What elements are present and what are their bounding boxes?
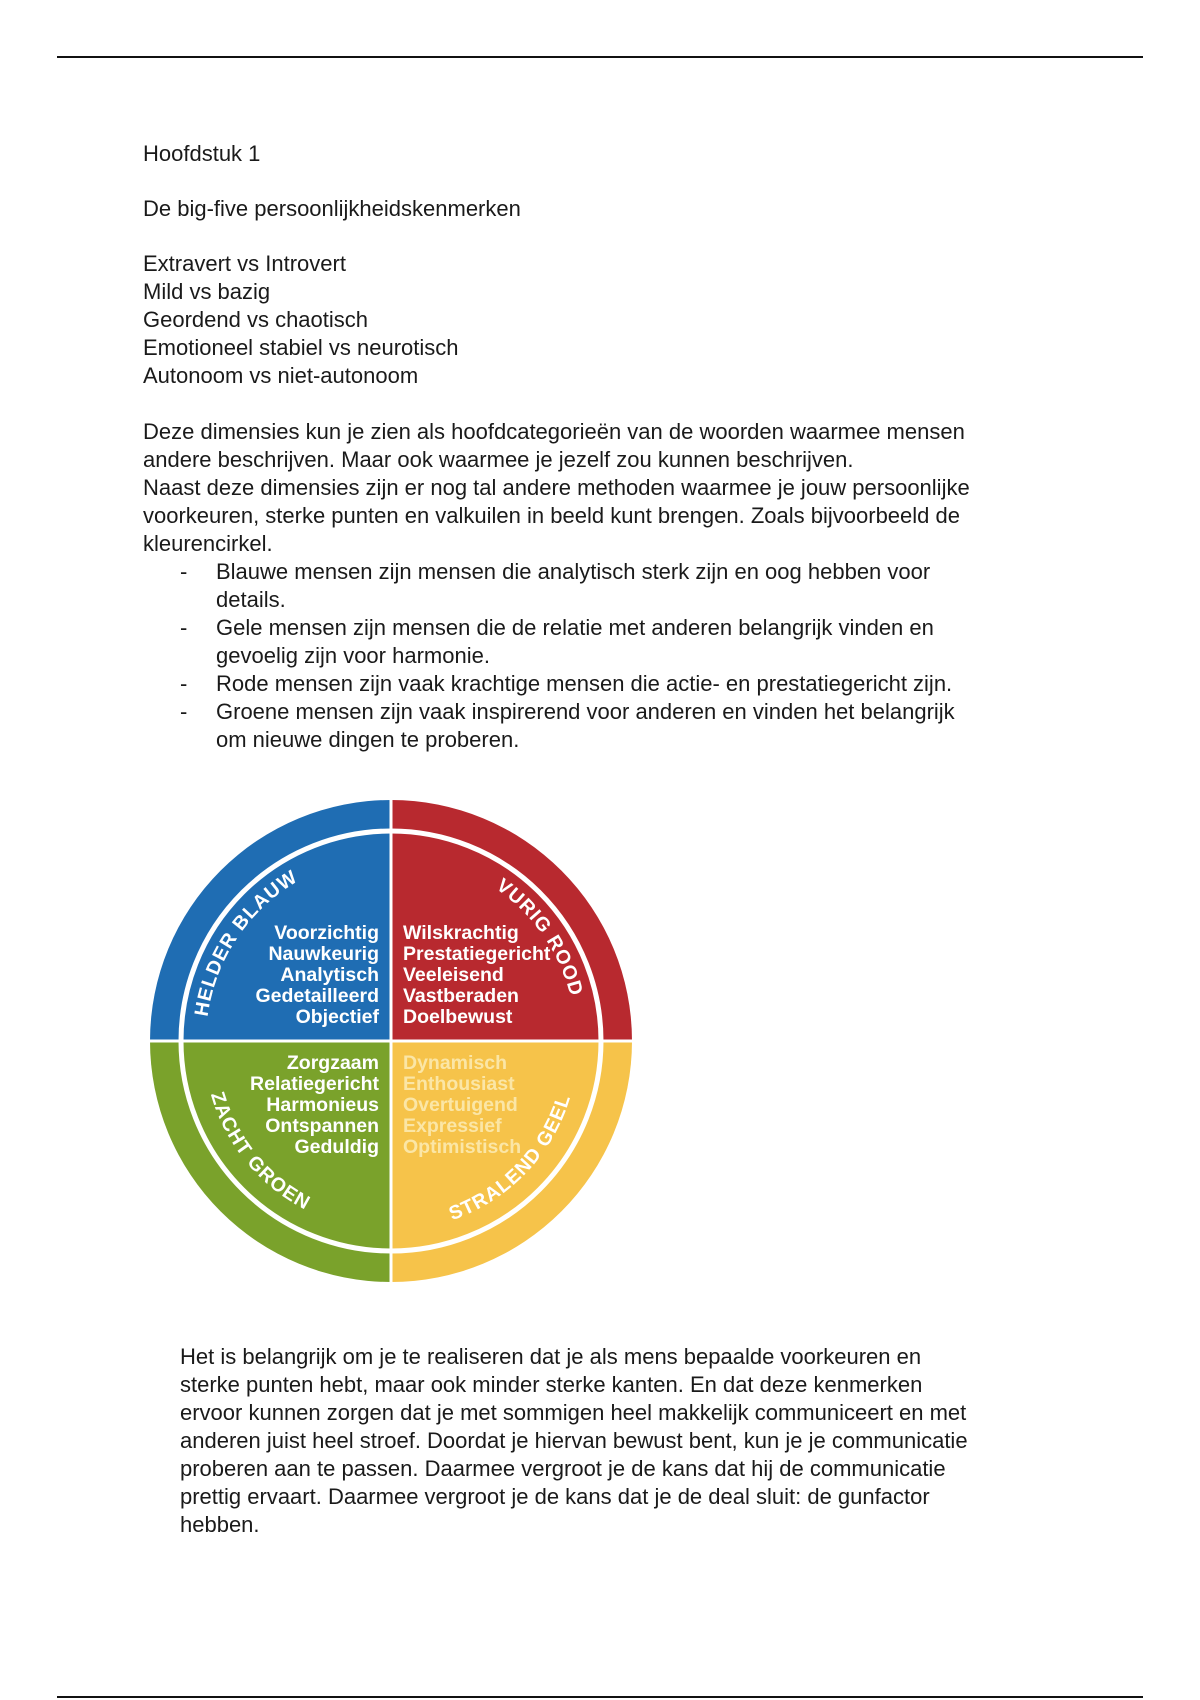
bullet-dash: -	[180, 615, 188, 640]
list-item-line: gevoelig zijn voor harmonie.	[216, 643, 490, 668]
list-item-line: Gele mensen zijn mensen die de relatie met anderen belangrijk vinden en	[216, 615, 934, 640]
paragraph-line: proberen aan te passen. Daarmee vergroot je de kans dat hij de communicatie	[180, 1456, 946, 1481]
wheel-word: Objectief	[295, 1006, 379, 1028]
trait-line: Geordend vs chaotisch	[143, 307, 369, 332]
wheel-word: Vastberaden	[403, 985, 519, 1007]
list-item-line: Blauwe mensen zijn mensen die analytisch sterk zijn en oog hebben voor	[216, 559, 931, 584]
paragraph-line: sterke punten hebt, maar ook minder sterke kanten. En dat deze kenmerken	[180, 1372, 923, 1397]
paragraph-line: prettig ervaart. Daarmee vergroot je de kans dat je de deal sluit: de gunfactor	[180, 1484, 930, 1509]
ring-label-yellow: STRALEND GEEL	[445, 1091, 576, 1226]
bullet-dash: -	[180, 699, 188, 724]
paragraph-line: voorkeuren, sterke punten en valkuilen in beeld kunt brengen. Zoals bijvoorbeeld de	[143, 503, 960, 528]
wheel-word: Doelbewust	[403, 1006, 513, 1028]
bottom-rule	[57, 1696, 1143, 1698]
paragraph-line: kleurencirkel.	[143, 531, 273, 556]
wheel-word: Ontspannen	[265, 1115, 379, 1137]
wheel-word: Voorzichtig	[274, 922, 379, 944]
wheel-word: Veeleisend	[403, 964, 504, 986]
list-item-line: details.	[216, 587, 286, 612]
wheel-word: Overtuigend	[403, 1094, 518, 1116]
list-item	[143, 558, 1063, 614]
trait-line: Extravert vs Introvert	[143, 251, 346, 276]
document-body	[143, 140, 1063, 754]
wheel-word: Relatiegericht	[250, 1073, 379, 1095]
ring-label-blue: HELDER BLAUW	[190, 865, 302, 1018]
section-subheading: De big-five persoonlijkheidskenmerken	[143, 196, 521, 221]
wheel-word: Gedetailleerd	[255, 985, 379, 1007]
color-wheel	[148, 798, 634, 1284]
wheel-word: Zorgzaam	[286, 1052, 379, 1074]
color-wheel-graphic	[148, 798, 634, 1284]
bullet-dash: -	[180, 671, 188, 696]
bullet-dash: -	[180, 559, 188, 584]
wheel-word: Nauwkeurig	[268, 943, 379, 965]
ring-label-green: ZACHT GROEN	[206, 1089, 315, 1215]
paragraph-line: ervoor kunnen zorgen dat je met sommigen heel makkelijk communiceert en met	[180, 1400, 967, 1425]
list-item	[143, 614, 1063, 670]
paragraph-line: andere beschrijven. Maar ook waarmee je jezelf zou kunnen beschrijven.	[143, 447, 854, 472]
top-rule	[57, 56, 1143, 58]
wheel-word: Expressief	[403, 1115, 502, 1137]
wheel-word: Wilskrachtig	[403, 922, 519, 944]
wheel-word: Harmonieus	[266, 1094, 379, 1116]
chapter-heading: Hoofdstuk 1	[143, 141, 261, 166]
yellow-word-list	[403, 1052, 521, 1158]
list-item-line: om nieuwe dingen te proberen.	[216, 727, 520, 752]
ring-label-red: VURIG ROOD	[492, 874, 588, 999]
list-item	[143, 698, 1063, 754]
trait-line: Autonoom vs niet-autonoom	[143, 363, 419, 388]
trait-list	[143, 250, 1063, 390]
wheel-word: Prestatiegericht	[403, 943, 551, 965]
wheel-word: Dynamisch	[403, 1052, 508, 1074]
paragraph-line: Naast deze dimensies zijn er nog tal andere methoden waarmee je jouw persoonlijke	[143, 475, 970, 500]
list-item-line: Groene mensen zijn vaak inspirerend voor anderen en vinden het belangrijk	[216, 699, 955, 724]
wheel-word: Optimistisch	[403, 1136, 522, 1158]
paragraph-line: hebben.	[180, 1512, 260, 1537]
trait-line: Emotioneel stabiel vs neurotisch	[143, 335, 459, 360]
closing-paragraph	[180, 1343, 1080, 1539]
paragraph-line: Deze dimensies kun je zien als hoofdcategorieën van de woorden waarmee mensen	[143, 419, 965, 444]
paragraph-line: anderen juist heel stroef. Doordat je hiervan bewust bent, kun je je communicatie	[180, 1428, 968, 1453]
wheel-word: Analytisch	[280, 964, 379, 986]
color-type-list	[143, 558, 1063, 754]
list-item	[143, 670, 1063, 698]
paragraph-line: Het is belangrijk om je te realiseren dat je als mens bepaalde voorkeuren en	[180, 1344, 922, 1369]
trait-line: Mild vs bazig	[143, 279, 271, 304]
wheel-word: Geduldig	[294, 1136, 379, 1158]
list-item-line: Rode mensen zijn vaak krachtige mensen die actie- en prestatiegericht zijn.	[216, 671, 953, 696]
wheel-word: Enthousiast	[403, 1073, 515, 1095]
intro-paragraph	[143, 418, 1063, 558]
